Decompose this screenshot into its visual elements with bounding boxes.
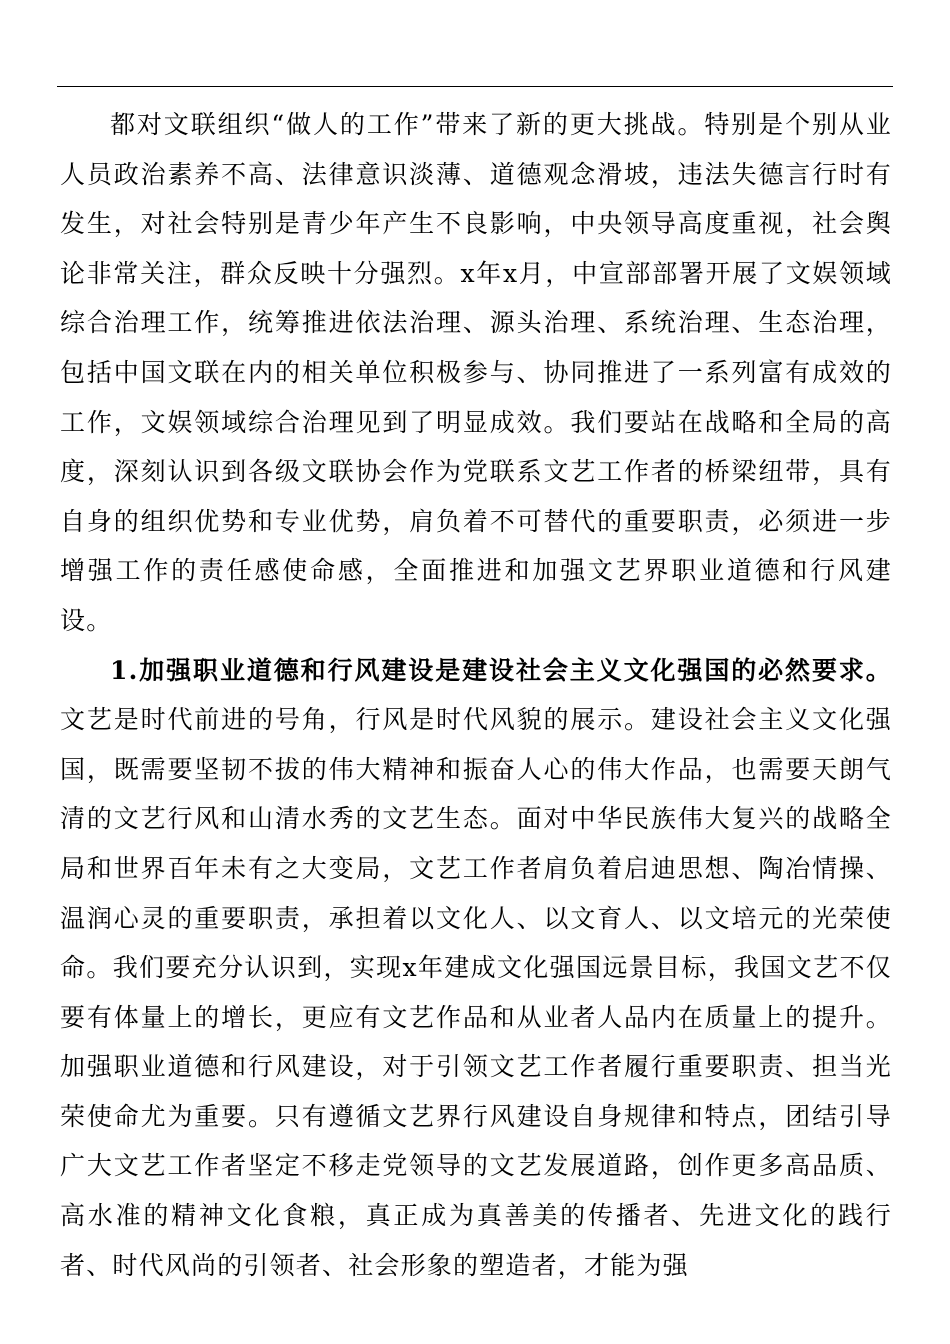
document-body — [60, 100, 892, 1290]
section-1-text: 文艺是时代前进的号角，行风是时代风貌的展示。建设社会主义文化强国，既需要坚韧不拔的伟大精神和振奋人心的伟大作品，也需要天朗气清的文艺行风和山清水秀的文艺生态。面对中华民族伟大复兴的战略全局和世界百年未有之大变局，文艺工作者肩负着启迪思想、陶冶情操、温润心灵的重要职责，承担着以文化人、以文育人、以文培元的光荣使命。我们要充分认识到，实现x年建成文化强国远景目标，我国文艺不仅要有体量上的增长，更应有文艺作品和从业者人品内在质量上的提升。加强职业道德和行风建设，对于引领文艺工作者履行重要职责、担当光荣使命尤为重要。只有遵循文艺界行风建设自身规律和特点，团结引导广大文艺工作者坚定不移走党领导的文艺发展道路，创作更多高品质、高水准的精神文化食粮，真正成为真善美的传播者、先进文化的践行者、时代风尚的引领者、社会形象的塑造者，才能为强 — [60, 705, 892, 1280]
paragraph-section-1 — [60, 646, 892, 1291]
paragraph-intro — [60, 100, 892, 646]
paragraph-intro-text: 都对文联组织“做人的工作”带来了新的更大挑战。特别是个别从业人员政治素养不高、法律意识淡薄、道德观念滑坡，违法失德言行时有发生，对社会特别是青少年产生不良影响，中央领导高度重视，社会舆论非常关注，群众反映十分强烈。x年x月，中宣部部署开展了文娱领域综合治理工作，统筹推进依法治理、源头治理、系统治理、生态治理，包括中国文联在内的相关单位积极参与、协同推进了一系列富有成效的工作，文娱领域综合治理见到了明显成效。我们要站在战略和全局的高度，深刻认识到各级文联协会作为党联系文艺工作者的桥梁纽带，具有自身的组织优势和专业优势，肩负着不可替代的重要职责，必须进一步增强工作的责任感使命感，全面推进和加强文艺界职业道德和行风建设。 — [60, 110, 892, 635]
section-1-heading: 1.加强职业道德和行风建设是建设社会主义文化强国的必然要求。 — [110, 655, 892, 685]
header-rule — [57, 86, 893, 87]
